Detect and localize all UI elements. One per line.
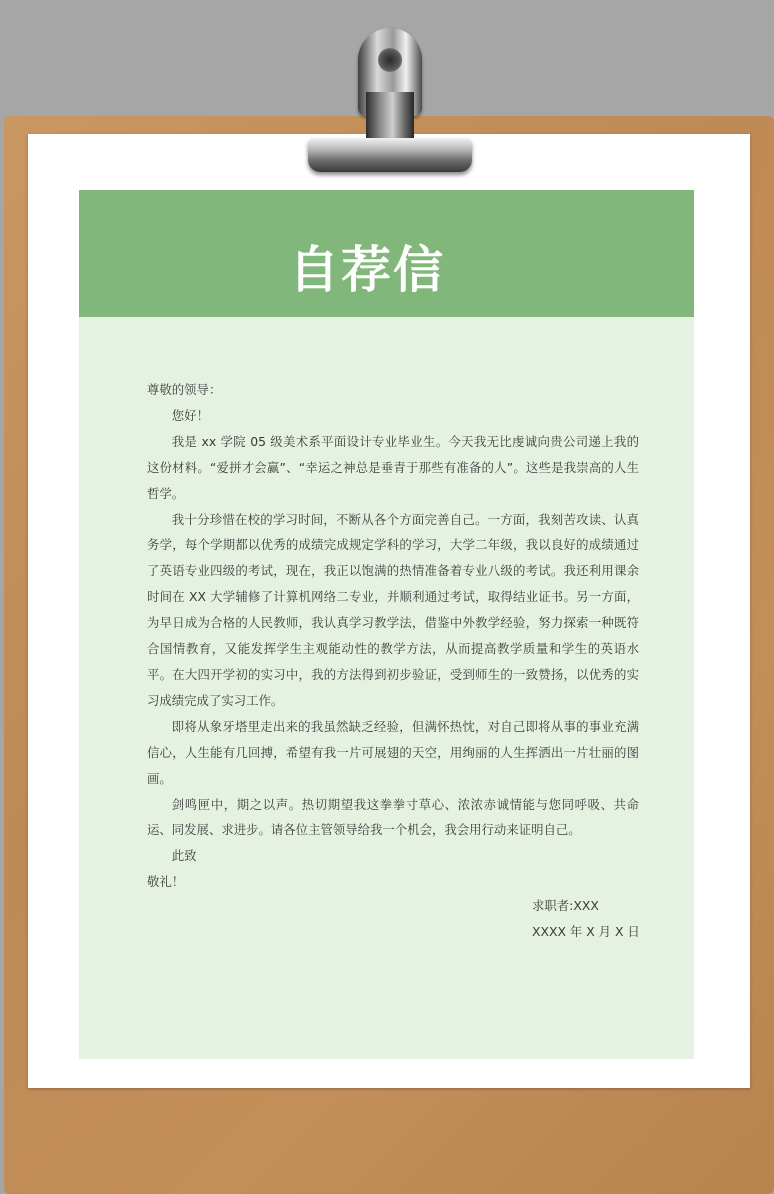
date: XXXX 年 X 月 X 日	[532, 923, 640, 939]
paragraph-intro: 我是 xx 学院 05 级美术系平面设计专业毕业生。今天我无比虔诚向贵公司递上我的这份材料。“爱拼才会赢”、“幸运之神总是垂青于那些有准备的人”。这些是我崇高的人生哲学。	[147, 433, 639, 501]
salutation: 尊敬的领导：	[147, 382, 222, 397]
letter-body	[147, 377, 639, 895]
closing-line-2: 敬礼！	[147, 874, 185, 890]
letter-panel	[79, 190, 694, 1059]
paragraph-request: 剑鸣匣中，期之以声。热切期望我这拳拳寸草心、浓浓赤诚情能与您同呼吸、共命运、同发展、求进步。请各位主管领导给我一个机会，我会用行动来证明自己。	[147, 796, 639, 838]
title-banner	[79, 190, 694, 317]
paragraph-study: 我十分珍惜在校的学习时间，不断从各个方面完善自己。一方面，我刻苦攻读、认真务学，每个学期都以优秀的成绩完成规定学科的学习，大学二年级，我以良好的成绩通过了英语专业四级的考试，现在，我正以饱满的热情准备着专业八级的考试。我还利用课余时间在 XX 大学辅修了计算机网络二专业，并顺利通过考试，取得结业证书。另一方面，为早日成为合格的人民教师，我认真学习教学法，借鉴中外教学经验，努力探索一种既符合国情教育，又能发挥学生主观能动性的教学方法，从而提高教学质量和学生的英语水平。在大四开学初的实习中，我的方法得到初步验证，受到师生的一致赞扬，以优秀的实习成绩完成了实习工作。	[147, 511, 639, 708]
greeting: 您好！	[171, 407, 209, 423]
signature: 求职者:XXX	[532, 898, 599, 913]
paragraph-aspiration: 即将从象牙塔里走出来的我虽然缺乏经验，但满怀热忱，对自己即将从事的事业充满信心，人生能有几回搏，希望有我一片可展翅的天空，用绚丽的人生挥洒出一片壮丽的图画。	[147, 718, 639, 786]
closing-line-1: 此致	[171, 848, 197, 864]
signature-block	[532, 893, 640, 945]
binder-clip	[300, 22, 480, 180]
page-title: 自荐信	[289, 241, 445, 299]
